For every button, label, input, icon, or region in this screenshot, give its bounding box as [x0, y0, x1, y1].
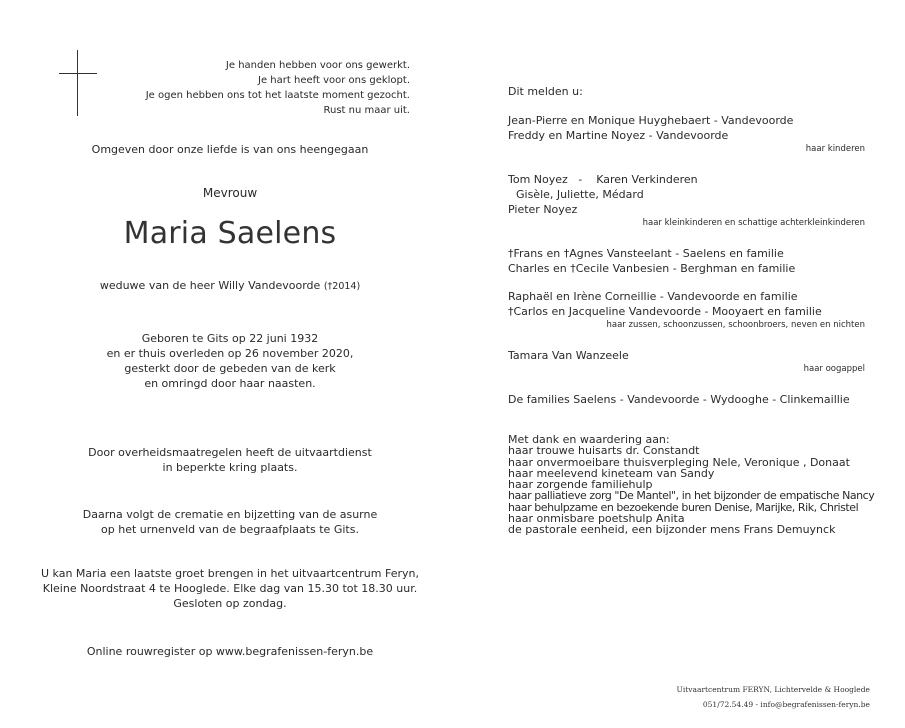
grandchild-line: Gisèle, Juliette, Médard [516, 188, 644, 201]
honorific: Mevrouw [202, 186, 258, 200]
thanks-line: haar onmisbare poetshulp Anita [508, 512, 685, 526]
thanks-line: haar trouwe huisarts dr. Constandt [508, 444, 700, 458]
cremation-line: op het urnenveld van de begraafplaats te Gits. [101, 523, 359, 536]
poem-line: Je hart heeft voor ons geklopt. [258, 75, 410, 86]
birth-line: en er thuis overleden op 26 november 2020, [106, 347, 354, 360]
thanks-block [508, 433, 875, 537]
widow-year: (†2014) [323, 281, 361, 292]
poem-line: Rust nu maar uit. [323, 105, 410, 116]
poem [90, 58, 410, 118]
godchild-name: Tamara Van Wanzeele [508, 349, 629, 362]
thanks-line: haar palliatieve zorg "De Mantel", in het bijzonder de empatische Nancy [508, 489, 875, 503]
widow-text: weduwe van de heer Willy Vandevoorde [99, 279, 321, 292]
cremation-line: Daarna volgt de crematie en bijzetting van de asurne [82, 508, 378, 521]
widow-line [40, 279, 420, 292]
grandchildren-note: haar kleinkinderen en schattige achterkleinkinderen [642, 218, 865, 228]
grandchild-line: Pieter Noyez [508, 203, 578, 216]
birth-block [40, 331, 420, 391]
funeral-home-footer [677, 682, 870, 712]
grandchild-line: Tom Noyez - Karen Verkinderen [508, 173, 698, 186]
visit-block [40, 566, 420, 611]
child-line: Freddy en Martine Noyez - Vandevoorde [508, 129, 729, 142]
footer-line: 051/72.54.49 - info@begrafenissen-feryn.be [702, 700, 870, 709]
visit-line: Kleine Noordstraat 4 te Hooglede. Elke dag van 15.30 tot 18.30 uur. [42, 582, 418, 595]
footer-line: Uitvaartcentrum FERYN, Lichtervelde & Hooglede [676, 685, 870, 694]
family-line: †Carlos en Jacqueline Vandevoorde - Mooyaert en familie [508, 305, 822, 318]
birth-line: en omringd door haar naasten. [144, 377, 316, 390]
children-note: haar kinderen [805, 144, 865, 154]
family-line: †Frans en †Agnes Vansteelant - Saelens en familie [508, 247, 784, 260]
thanks-line: de pastorale eenheid, een bijzonder mens Frans Demuynck [508, 523, 836, 537]
family-line: Raphaël en Irène Corneillie - Vandevoorde en familie [508, 290, 798, 303]
family-line: Charles en †Cecile Vanbesien - Berghman en familie [508, 262, 796, 275]
thanks-line: haar behulpzame en bezoekende buren Denise, Marijke, Rik, Christel [508, 500, 859, 514]
visit-line: U kan Maria een laatste groet brengen in het uitvaartcentrum Feryn, [41, 567, 419, 580]
families1-block [508, 246, 865, 276]
service-block [40, 445, 420, 475]
families2-block [508, 289, 865, 331]
visit-line: Gesloten op zondag. [173, 597, 287, 610]
godchild-block [508, 348, 865, 375]
intro-text: Omgeven door onze liefde is van ons heengegaan [91, 143, 369, 156]
child-line: Jean-Pierre en Monique Huyghebaert - Vandevoorde [508, 114, 794, 127]
thanks-line: haar meelevend kineteam van Sandy [508, 466, 715, 480]
cremation-block [40, 507, 420, 537]
grandchildren-block [508, 172, 865, 229]
thanks-line: Met dank en waardering aan: [508, 433, 670, 446]
online-register: Online rouwregister op www.begrafenissen-feryn.be [86, 645, 374, 658]
children-block [508, 113, 865, 155]
service-line: in beperkte kring plaats. [162, 461, 298, 474]
announce-heading: Dit melden u: [508, 85, 583, 98]
service-line: Door overheidsmaatregelen heeft de uitvaartdienst [88, 446, 372, 459]
birth-line: gesterkt door de gebeden van de kerk [124, 362, 336, 375]
poem-line: Je handen hebben voor ons gewerkt. [225, 60, 410, 71]
families2-note: haar zussen, schoonzussen, schoonbroers, neven en nichten [606, 320, 865, 330]
godchild-note: haar oogappel [803, 364, 865, 374]
poem-line: Je ogen hebben ons tot het laatste moment gezocht. [145, 90, 410, 101]
deceased-name: Maria Saelens [123, 216, 337, 251]
families-line: De families Saelens - Vandevoorde - Wydooghe - Clinkemaillie [508, 393, 850, 406]
thanks-line: haar onvermoeibare thuisverpleging Nele, Veronique , Donaat [508, 455, 850, 469]
birth-line: Geboren te Gits op 22 juni 1932 [141, 332, 319, 345]
thanks-line: haar zorgende familiehulp [508, 478, 653, 492]
